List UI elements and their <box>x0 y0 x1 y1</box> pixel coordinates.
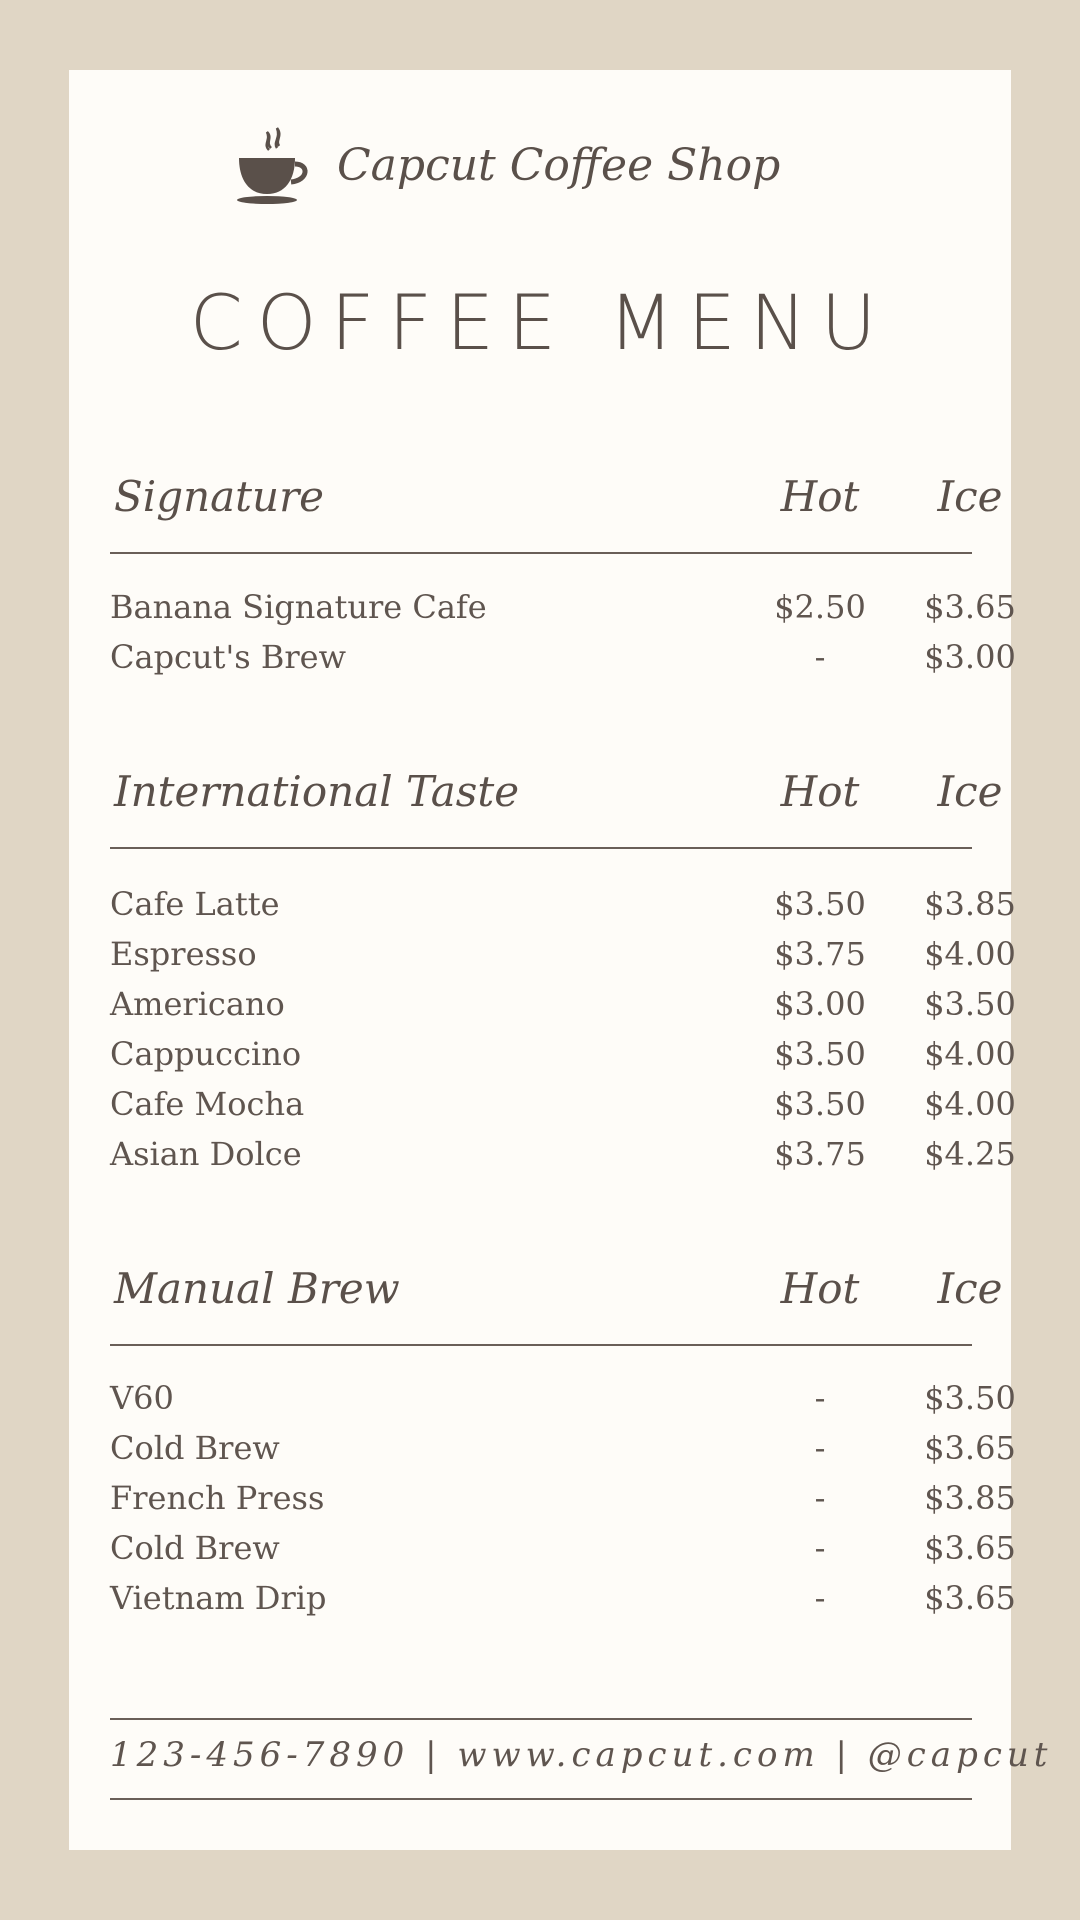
list-item <box>110 985 1016 1035</box>
item-name: Asian Dolce <box>110 1135 302 1173</box>
section-header <box>110 472 1003 542</box>
list-item <box>110 1135 1016 1185</box>
section-header <box>110 767 1003 837</box>
item-name: Banana Signature Cafe <box>110 588 487 626</box>
list-item <box>110 1529 1016 1579</box>
hot-price: - <box>814 1529 826 1567</box>
list-item <box>110 638 1016 688</box>
hot-price: $3.75 <box>774 935 866 973</box>
list-item <box>110 1479 1016 1529</box>
menu-title: COFFEE MENU <box>189 278 891 367</box>
ice-column-label: Ice <box>937 472 1003 521</box>
ice-column-label: Ice <box>937 767 1003 816</box>
item-list <box>110 588 1016 688</box>
list-item <box>110 1085 1016 1135</box>
ice-price: $4.00 <box>924 935 1016 973</box>
hot-price: - <box>814 1379 826 1417</box>
hot-column-label: Hot <box>780 767 860 816</box>
ice-price: $3.65 <box>924 1579 1016 1617</box>
item-name: Cappuccino <box>110 1035 302 1073</box>
item-name: Cafe Mocha <box>110 1085 305 1123</box>
item-name: French Press <box>110 1479 325 1517</box>
hot-price: $3.75 <box>774 1135 866 1173</box>
item-list <box>110 885 1016 1185</box>
footer-top-divider <box>110 1718 972 1720</box>
item-name: Cafe Latte <box>110 885 280 923</box>
ice-price: $3.65 <box>924 588 1016 626</box>
section-title: Manual Brew <box>114 1264 400 1313</box>
hot-price: $3.00 <box>774 985 866 1023</box>
item-name: Espresso <box>110 935 257 973</box>
ice-price: $3.85 <box>924 1479 1016 1517</box>
section-title: Signature <box>114 472 325 521</box>
item-name: Capcut's Brew <box>110 638 346 676</box>
hot-price: - <box>814 638 826 676</box>
item-name: Cold Brew <box>110 1429 280 1467</box>
footer-bottom-divider <box>110 1798 972 1800</box>
item-name: Cold Brew <box>110 1529 280 1567</box>
hot-price: $3.50 <box>774 1085 866 1123</box>
item-name: V60 <box>110 1379 174 1417</box>
ice-price: $3.50 <box>924 985 1016 1023</box>
hot-price: - <box>814 1479 826 1517</box>
hot-column-label: Hot <box>780 1264 860 1313</box>
contact-footer: 123-456-7890 | www.capcut.com | @capcut <box>110 1735 1053 1775</box>
coffee-cup-icon <box>225 120 315 210</box>
hot-price: - <box>814 1429 826 1467</box>
hot-price: $3.50 <box>774 885 866 923</box>
ice-price: $3.85 <box>924 885 1016 923</box>
shop-name: Capcut Coffee Shop <box>337 139 781 191</box>
section-international-taste <box>110 767 1016 1173</box>
list-item <box>110 1429 1016 1479</box>
item-name: Americano <box>110 985 285 1023</box>
divider <box>110 552 972 554</box>
section-signature <box>110 472 1016 676</box>
section-title: International Taste <box>114 767 520 816</box>
brand-header <box>225 115 825 215</box>
ice-price: $3.65 <box>924 1529 1016 1567</box>
section-header <box>110 1264 1003 1334</box>
hot-price: $3.50 <box>774 1035 866 1073</box>
list-item <box>110 935 1016 985</box>
section-manual-brew <box>110 1264 1016 1617</box>
item-list <box>110 1379 1016 1629</box>
list-item <box>110 885 1016 935</box>
list-item <box>110 1379 1016 1429</box>
list-item <box>110 1579 1016 1629</box>
ice-price: $4.00 <box>924 1035 1016 1073</box>
divider <box>110 1344 972 1346</box>
hot-column-label: Hot <box>780 472 860 521</box>
ice-price: $4.25 <box>924 1135 1016 1173</box>
list-item <box>110 1035 1016 1085</box>
hot-price: $2.50 <box>774 588 866 626</box>
list-item <box>110 588 1016 638</box>
hot-price: - <box>814 1579 826 1617</box>
divider <box>110 847 972 849</box>
item-name: Vietnam Drip <box>110 1579 327 1617</box>
ice-price: $4.00 <box>924 1085 1016 1123</box>
ice-price: $3.00 <box>924 638 1016 676</box>
ice-price: $3.50 <box>924 1379 1016 1417</box>
ice-column-label: Ice <box>937 1264 1003 1313</box>
ice-price: $3.65 <box>924 1429 1016 1467</box>
